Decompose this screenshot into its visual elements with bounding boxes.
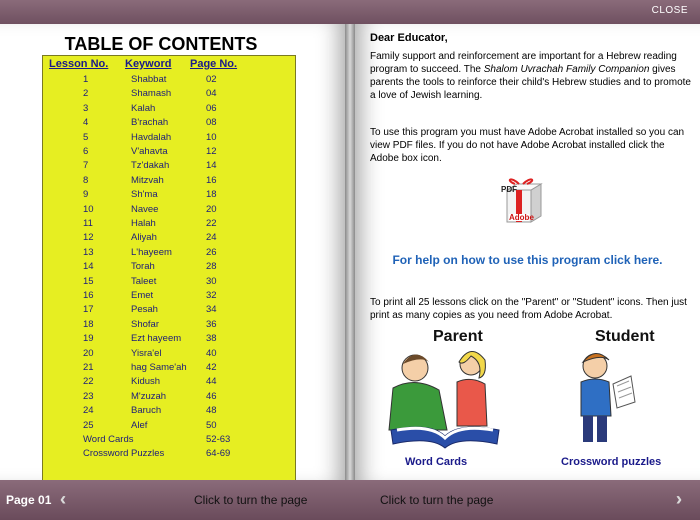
keyword: Shabbat bbox=[131, 74, 167, 85]
toc-row bbox=[43, 88, 295, 102]
toc-extra-row bbox=[43, 448, 295, 462]
close-button[interactable]: CLOSE bbox=[651, 5, 688, 16]
page-number-cell: 44 bbox=[206, 376, 217, 388]
page-number-cell: 20 bbox=[206, 203, 217, 215]
left-page bbox=[0, 24, 345, 480]
lesson-number: 12 bbox=[83, 232, 94, 244]
lesson-number: 18 bbox=[83, 318, 94, 330]
parent-label: Parent bbox=[433, 328, 483, 345]
toc-row bbox=[43, 276, 295, 290]
toc-row bbox=[43, 362, 295, 376]
toc-row bbox=[43, 218, 295, 232]
turn-page-right[interactable]: Click to turn the page bbox=[380, 493, 494, 507]
lesson-number: 3 bbox=[83, 102, 89, 114]
turn-page-left[interactable]: Click to turn the page bbox=[194, 493, 308, 507]
keyword: Shofar bbox=[131, 318, 159, 330]
toc-row bbox=[43, 319, 295, 333]
toc-title: TABLE OF CONTENTS bbox=[64, 34, 258, 54]
lesson-number: 6 bbox=[83, 146, 89, 157]
adobe-box-icon[interactable] bbox=[501, 176, 547, 224]
adobe-text: Adobe bbox=[509, 213, 534, 222]
toc-row bbox=[43, 160, 295, 174]
page-number-cell: 02 bbox=[206, 74, 217, 85]
toc-row bbox=[43, 261, 295, 275]
page-number-cell: 26 bbox=[206, 246, 217, 258]
keyword: Kidush bbox=[131, 376, 161, 388]
keyword: hag Same'ah bbox=[131, 362, 187, 373]
keyword: Shamash bbox=[131, 88, 172, 100]
lesson-number: 2 bbox=[83, 88, 89, 100]
keyword: V'ahavta bbox=[131, 146, 168, 157]
keyword: Mitzvah bbox=[131, 174, 164, 186]
adobe-pdf-text: PDF bbox=[501, 185, 517, 194]
lesson-number: 25 bbox=[83, 419, 94, 431]
lesson-number: 23 bbox=[83, 390, 94, 402]
toc-row bbox=[43, 247, 295, 261]
lesson-number: 7 bbox=[83, 160, 89, 172]
title-bar bbox=[0, 0, 700, 24]
keyword: Alef bbox=[131, 419, 148, 431]
extra-label: Word Cards bbox=[83, 434, 134, 445]
word-cards-link[interactable]: Word Cards bbox=[405, 456, 468, 468]
keyword: Pesah bbox=[131, 304, 158, 316]
toc-row bbox=[43, 232, 295, 246]
parent-icon[interactable] bbox=[375, 326, 515, 454]
page-number-cell: 16 bbox=[206, 174, 217, 186]
toc-row bbox=[43, 74, 295, 88]
page-number-cell: 14 bbox=[206, 160, 217, 172]
lesson-number: 15 bbox=[83, 275, 94, 287]
keyword: Sh'ma bbox=[131, 189, 158, 201]
header-lesson: Lesson No. bbox=[49, 58, 109, 70]
intro-paragraph: Family support and reinforcement are important for a Hebrew reading program to succeed. The Shalom Uvrachah Family Companion gives parents the tools to reinforce their child's Hebrew studies and to promote a love of Jewish learning. bbox=[370, 51, 691, 101]
keyword: Torah bbox=[131, 261, 155, 273]
lesson-number: 5 bbox=[83, 131, 89, 143]
toc-row bbox=[43, 376, 295, 390]
keyword: Yisra'el bbox=[131, 347, 162, 359]
lesson-number: 10 bbox=[83, 203, 94, 215]
page-number-cell: 42 bbox=[206, 362, 217, 373]
page-number-cell: 10 bbox=[206, 131, 217, 143]
page-number-cell: 08 bbox=[206, 117, 217, 129]
keyword: Halah bbox=[131, 218, 156, 229]
page-number-cell: 48 bbox=[206, 405, 217, 417]
page-number-cell: 18 bbox=[206, 189, 217, 201]
page-number-cell: 40 bbox=[206, 347, 217, 359]
lesson-number: 24 bbox=[83, 405, 94, 417]
page-number-cell: 30 bbox=[206, 275, 217, 287]
extra-label: Crossword Puzzles bbox=[83, 448, 165, 460]
keyword: Aliyah bbox=[131, 232, 157, 244]
toc-row bbox=[43, 348, 295, 362]
keyword: Navee bbox=[131, 203, 159, 215]
keyword: Ezt hayeem bbox=[131, 333, 182, 345]
page-number-cell: 22 bbox=[206, 218, 217, 229]
page-number-cell: 34 bbox=[206, 304, 217, 316]
extra-pages: 64-69 bbox=[206, 448, 231, 460]
keyword: Emet bbox=[131, 290, 154, 301]
page-number-cell: 06 bbox=[206, 102, 217, 114]
keyword: Tz'dakah bbox=[131, 160, 170, 172]
lesson-number: 13 bbox=[83, 246, 94, 258]
student-icon[interactable] bbox=[551, 326, 691, 454]
toc-row bbox=[43, 304, 295, 318]
greeting: Dear Educator, bbox=[370, 32, 448, 44]
lesson-number: 9 bbox=[83, 189, 89, 201]
keyword: L'hayeem bbox=[131, 246, 172, 258]
book-spine bbox=[345, 24, 355, 480]
page-number-cell: 36 bbox=[206, 318, 217, 330]
toc-row bbox=[43, 175, 295, 189]
page-number-cell: 04 bbox=[206, 88, 217, 100]
student-label: Student bbox=[595, 328, 655, 345]
toc-row bbox=[43, 146, 295, 160]
print-paragraph: To print all 25 lessons click on the "Parent" or "Student" icons. Then just print as many copies as you need from Adobe Acrobat. bbox=[370, 297, 687, 321]
help-link[interactable]: For help on how to use this program click here. bbox=[392, 253, 663, 267]
lesson-number: 11 bbox=[83, 218, 93, 229]
lesson-number: 8 bbox=[83, 174, 89, 186]
lesson-number: 14 bbox=[83, 261, 94, 273]
toc-row bbox=[43, 132, 295, 146]
footer-bar bbox=[0, 480, 700, 520]
keyword: Taleet bbox=[131, 275, 157, 287]
toc-row bbox=[43, 420, 295, 434]
lesson-number: 1 bbox=[83, 74, 89, 85]
toc-table bbox=[42, 55, 296, 485]
header-page: Page No. bbox=[190, 58, 238, 70]
lesson-number: 21 bbox=[83, 362, 94, 373]
toc-row bbox=[43, 189, 295, 203]
toc-row bbox=[43, 405, 295, 419]
toc-row bbox=[43, 103, 295, 117]
toc-row bbox=[43, 117, 295, 131]
lesson-number: 19 bbox=[83, 333, 94, 345]
acrobat-paragraph: To use this program you must have Adobe Acrobat installed so you can view PDF files. If you do not have Adobe Acrobat installed click the Adobe box icon. bbox=[370, 127, 685, 164]
page-number-cell: 32 bbox=[206, 290, 217, 301]
lesson-number: 22 bbox=[83, 376, 94, 388]
keyword: B'rachah bbox=[131, 117, 169, 129]
lesson-number: 20 bbox=[83, 347, 94, 359]
toc-extra-row bbox=[43, 434, 295, 448]
page-number-cell: 28 bbox=[206, 261, 217, 273]
keyword: Havdalah bbox=[131, 131, 172, 143]
page-number: Page 01 bbox=[6, 493, 52, 507]
page-number-cell: 24 bbox=[206, 232, 217, 244]
right-page bbox=[355, 24, 700, 480]
lesson-number: 4 bbox=[83, 117, 89, 129]
toc-row bbox=[43, 290, 295, 304]
page-number-cell: 12 bbox=[206, 146, 217, 157]
lesson-number: 17 bbox=[83, 304, 94, 316]
crossword-link[interactable]: Crossword puzzles bbox=[561, 456, 662, 468]
toc-row bbox=[43, 333, 295, 347]
lesson-number: 16 bbox=[83, 290, 94, 301]
extra-pages: 52-63 bbox=[206, 434, 231, 445]
page-number-cell: 46 bbox=[206, 390, 217, 402]
keyword: M'zuzah bbox=[131, 390, 167, 402]
toc-row bbox=[43, 204, 295, 218]
toc-row bbox=[43, 391, 295, 405]
page-number-cell: 38 bbox=[206, 333, 217, 345]
keyword: Kalah bbox=[131, 102, 156, 114]
header-keyword: Keyword bbox=[125, 58, 172, 70]
keyword: Baruch bbox=[131, 405, 162, 417]
page-number-cell: 50 bbox=[206, 419, 217, 431]
